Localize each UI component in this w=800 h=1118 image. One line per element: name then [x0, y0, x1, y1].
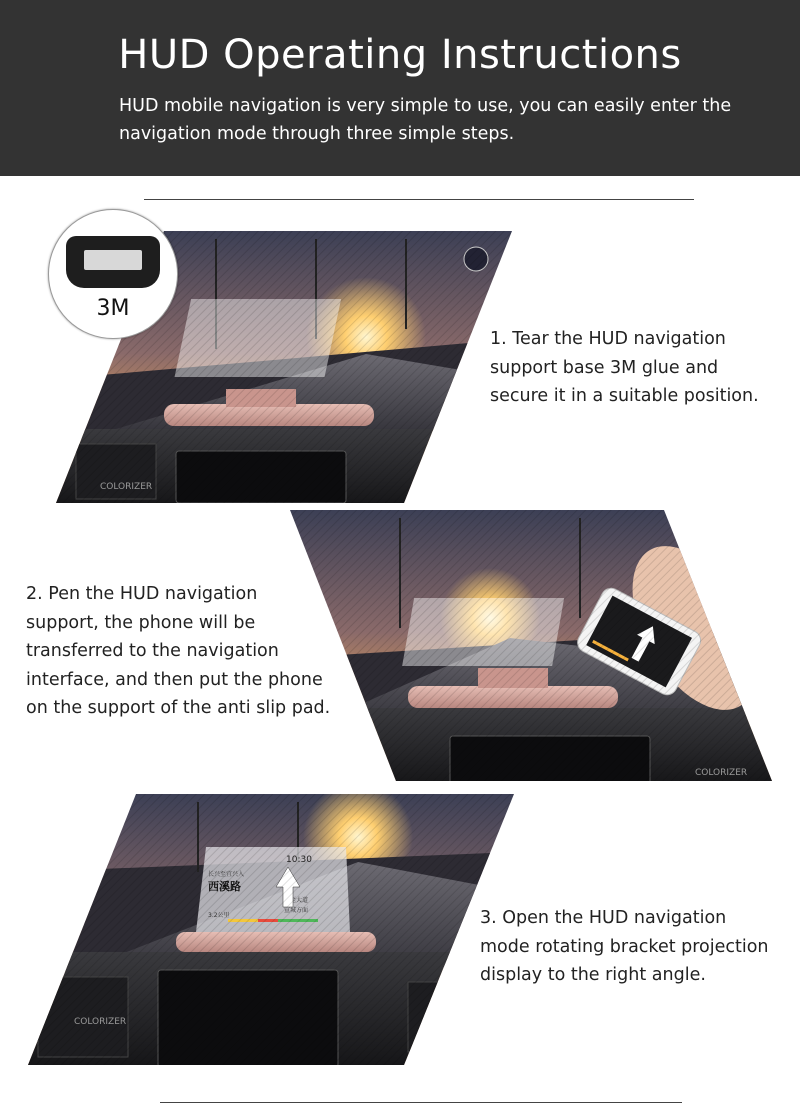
step2-line: transferred to the navigation	[26, 641, 279, 661]
divider-top	[144, 199, 694, 200]
step2-text	[26, 580, 330, 723]
watermark: COLORIZER	[695, 768, 748, 778]
step2-line: on the support of the anti slip pad.	[26, 698, 331, 718]
page-subtitle: HUD mobile navigation is very simple to use, you can easily enter the navigation mode through three simple steps.	[119, 96, 732, 144]
header-banner	[0, 0, 800, 176]
step1-line: support base 3M glue and	[490, 357, 719, 378]
badge-label: 3M	[96, 296, 130, 321]
divider-bottom	[160, 1102, 682, 1103]
step3-line: display to the right angle.	[480, 965, 706, 985]
step2-line: interface, and then put the phone	[26, 669, 323, 690]
step3-line: 3. Open the HUD navigation	[480, 908, 727, 928]
step2-line: support, the phone will be	[26, 612, 256, 633]
step3-line: mode rotating bracket projection	[480, 936, 769, 957]
page-title: HUD Operating Instructions	[118, 32, 682, 78]
3m-badge	[48, 209, 178, 339]
watermark: COLORIZER	[100, 482, 153, 492]
step1-text	[490, 325, 759, 411]
mount-base-icon	[66, 236, 160, 288]
step1-line: secure it in a suitable position.	[490, 386, 759, 406]
step1-line: 1. Tear the HUD navigation	[490, 329, 726, 349]
step3-image	[28, 792, 516, 1067]
watermark: COLORIZER	[74, 1017, 127, 1027]
step3-text	[480, 904, 769, 990]
step2-image	[290, 508, 774, 783]
step2-line: 2. Pen the HUD navigation	[26, 584, 258, 604]
